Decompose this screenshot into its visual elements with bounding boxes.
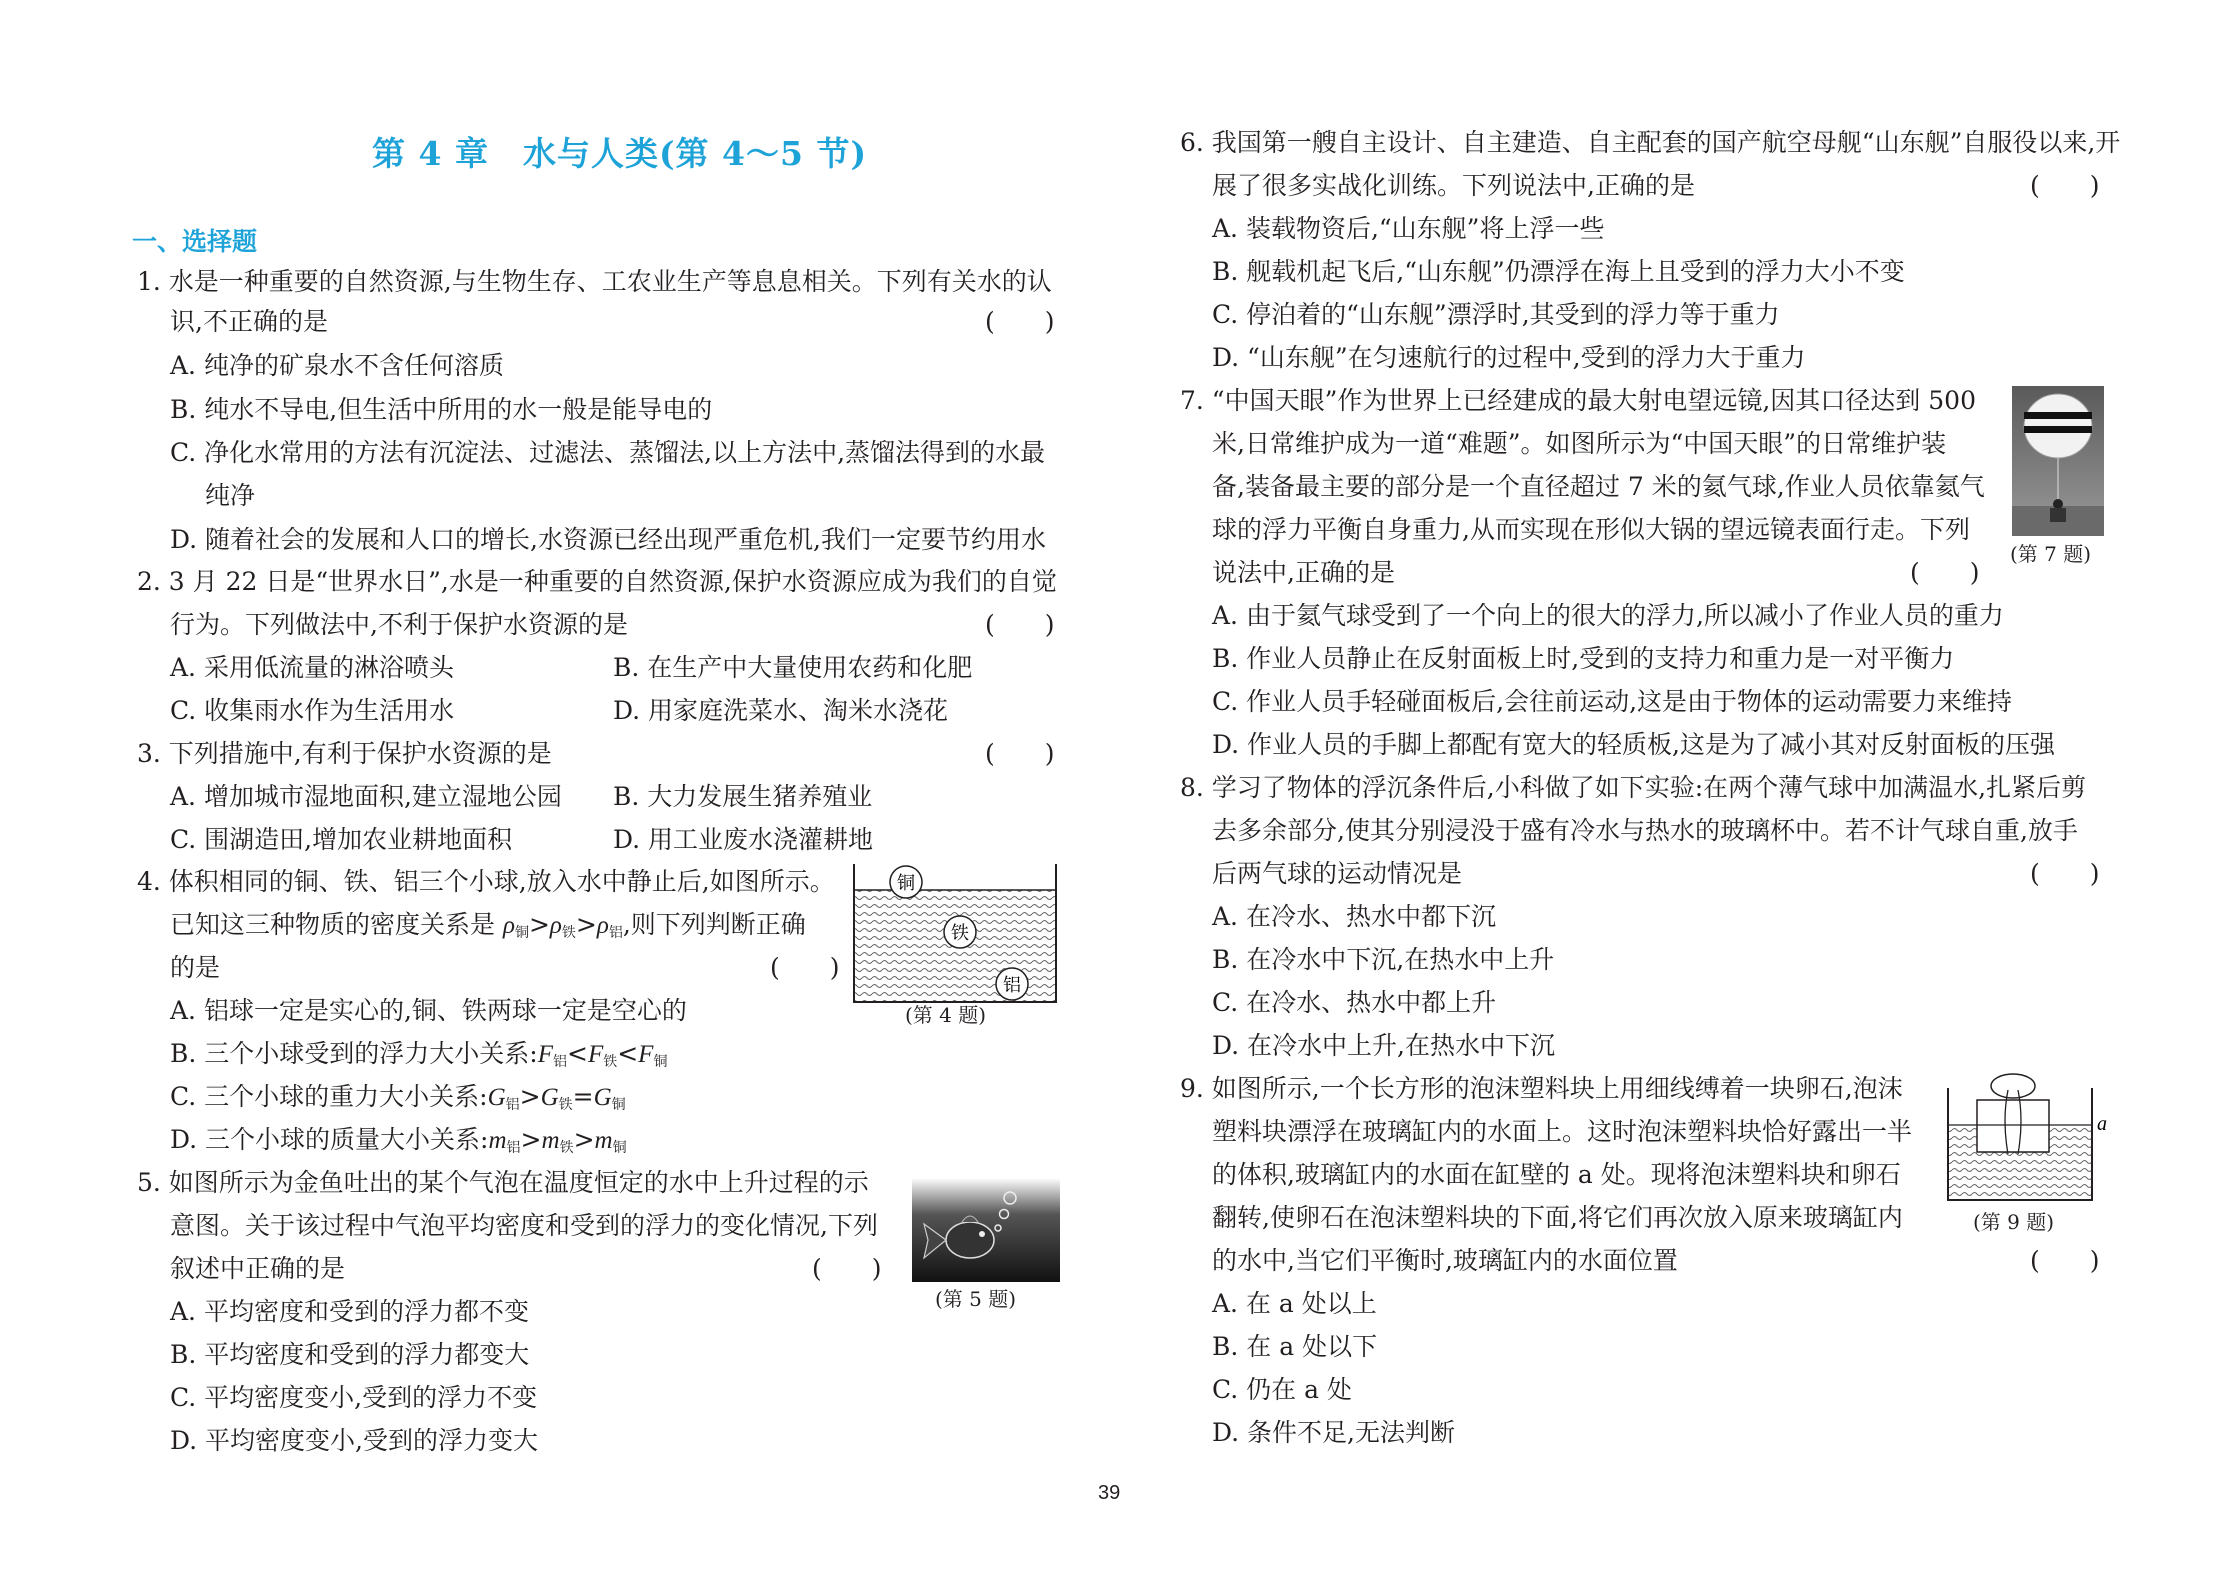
- q4-stem-line3: 的是: [170, 953, 221, 982]
- q4-option-a: A. 铝球一定是实心的,铜、铁两球一定是空心的: [170, 996, 687, 1025]
- q7-option-c: C. 作业人员手轻碰面板后,会往前运动,这是由于物体的运动需要力来维持: [1212, 687, 2013, 716]
- q6-option-d: D. “山东舰”在匀速航行的过程中,受到的浮力大于重力: [1212, 343, 1806, 372]
- pebble-icon: [1991, 1074, 2035, 1098]
- q7-option-a: A. 由于氦气球受到了一个向上的很大的浮力,所以减小了作业人员的重力: [1212, 601, 2004, 630]
- q7-answer-blank[interactable]: ( ): [1910, 558, 1980, 587]
- q1-answer-blank[interactable]: ( ): [985, 307, 1055, 336]
- q8-answer-blank[interactable]: ( ): [2030, 859, 2100, 888]
- q9-option-b: B. 在 a 处以下: [1212, 1332, 1378, 1361]
- q1-option-c-line1: C. 净化水常用的方法有沉淀法、过滤法、蒸馏法,以上方法中,蒸馏法得到的水最: [170, 438, 1046, 467]
- q2-option-d: D. 用家庭洗菜水、淘米水浇花: [613, 696, 949, 725]
- q8-stem-line2: 去多余部分,使其分别浸没于盛有冷水与热水的玻璃杯中。若不计气球自重,放手: [1212, 816, 2078, 845]
- q3-option-c: C. 围湖造田,增加农业耕地面积: [170, 825, 513, 854]
- q5-stem-line1: 5. 如图所示为金鱼吐出的某个气泡在温度恒定的水中上升过程的示: [137, 1168, 869, 1197]
- q3-stem: 3. 下列措施中,有利于保护水资源的是: [137, 739, 552, 768]
- q5-stem-line2: 意图。关于该过程中气泡平均密度和受到的浮力的变化情况,下列: [170, 1211, 878, 1240]
- q7-stem-line5: 说法中,正确的是: [1212, 558, 1395, 587]
- q9-stem-line1: 9. 如图所示,一个长方形的泡沫塑料块上用细线缚着一块卵石,泡沫: [1180, 1074, 1903, 1103]
- q7-figure-balloon: [2012, 386, 2104, 536]
- q4-option-b: B. 三个小球受到的浮力大小关系$:F_铝<F_铁<F_铜$: [170, 1039, 668, 1070]
- q2-option-c: C. 收集雨水作为生活用水: [170, 696, 455, 725]
- q6-option-b: B. 舰载机起飞后,“山东舰”仍漂浮在海上且受到的浮力大小不变: [1212, 257, 1905, 286]
- q5-figure-goldfish: [912, 1178, 1060, 1282]
- q5-figure-caption: (第 5 题): [935, 1287, 1017, 1311]
- q7-stem-line4: 球的浮力平衡自身重力,从而实现在形似大锅的望远镜表面行走。下列: [1212, 515, 1970, 544]
- q6-stem-line2: 展了很多实战化训练。下列说法中,正确的是: [1212, 171, 1695, 200]
- q9-stem-line4: 翻转,使卵石在泡沫塑料块的下面,将它们再次放入原来玻璃缸内: [1212, 1203, 1903, 1232]
- q1-option-d: D. 随着社会的发展和人口的增长,水资源已经出现严重危机,我们一定要节约用水: [170, 525, 1046, 554]
- q9-stem-line3: 的体积,玻璃缸内的水面在缸壁的 a 处。现将泡沫塑料块和卵石: [1212, 1160, 1901, 1189]
- svg-text:铁: 铁: [951, 923, 969, 944]
- foam-block: [1977, 1100, 2049, 1152]
- q6-stem-line1: 6. 我国第一艘自主设计、自主建造、自主配套的国产航空母舰“山东舰”自服役以来,开: [1180, 128, 2121, 157]
- q5-option-d: D. 平均密度变小,受到的浮力变大: [170, 1426, 538, 1455]
- iron-ball: [944, 916, 976, 948]
- q2-answer-blank[interactable]: ( ): [985, 610, 1055, 639]
- q1-option-b: B. 纯水不导电,但生活中所用的水一般是能导电的: [170, 395, 713, 424]
- q7-option-b: B. 作业人员静止在反射面板上时,受到的支持力和重力是一对平衡力: [1212, 644, 1955, 673]
- q7-stem-line3: 备,装备最主要的部分是一个直径超过 7 米的氦气球,作业人员依靠氦气: [1212, 472, 1985, 501]
- q9-option-c: C. 仍在 a 处: [1212, 1375, 1352, 1404]
- q3-option-d: D. 用工业废水浇灌耕地: [613, 825, 874, 854]
- q8-stem-line1: 8. 学习了物体的浮沉条件后,小科做了如下实验:在两个薄气球中加满温水,扎紧后剪: [1180, 773, 2087, 802]
- q8-option-a: A. 在冷水、热水中都下沉: [1212, 902, 1496, 931]
- q4-option-c: C. 三个小球的重力大小关系$:G_铝>G_铁=G_铜$: [170, 1082, 626, 1113]
- q2-stem-line1: 2. 3 月 22 日是“世界水日”,水是一种重要的自然资源,保护水资源应成为我们的自觉: [137, 567, 1057, 596]
- level-a-label: a: [2097, 1113, 2107, 1135]
- q1-stem-line1: 1. 水是一种重要的自然资源,与生物生存、工农业生产等息息相关。下列有关水的认: [137, 267, 1052, 296]
- q9-stem-line2: 塑料块漂浮在玻璃缸内的水面上。这时泡沫塑料块恰好露出一半: [1212, 1117, 1913, 1146]
- q2-option-b: B. 在生产中大量使用农药和化肥: [613, 653, 973, 682]
- q4-answer-blank[interactable]: ( ): [770, 953, 840, 982]
- q9-stem-line5: 的水中,当它们平衡时,玻璃缸内的水面位置: [1212, 1246, 1678, 1275]
- chapter-title: 第 4 章 水与人类(第 4～5 节): [372, 134, 868, 173]
- q5-option-a: A. 平均密度和受到的浮力都不变: [170, 1297, 529, 1326]
- q3-answer-blank[interactable]: ( ): [985, 739, 1055, 768]
- q7-option-d: D. 作业人员的手脚上都配有宽大的轻质板,这是为了减小其对反射面板的压强: [1212, 730, 2055, 759]
- page-number: 39: [1098, 1482, 1121, 1504]
- q9-option-d: D. 条件不足,无法判断: [1212, 1418, 1455, 1447]
- q8-stem-line3: 后两气球的运动情况是: [1212, 859, 1463, 888]
- q1-stem-line2: 识,不正确的是: [170, 307, 328, 336]
- q9-answer-blank[interactable]: ( ): [2030, 1246, 2100, 1275]
- q5-stem-line3: 叙述中正确的是: [170, 1254, 346, 1283]
- q3-option-a: A. 增加城市湿地面积,建立湿地公园: [170, 782, 562, 811]
- q8-option-d: D. 在冷水中上升,在热水中下沉: [1212, 1031, 1555, 1060]
- q8-option-c: C. 在冷水、热水中都上升: [1212, 988, 1497, 1017]
- section-heading: 一、选择题: [132, 227, 258, 256]
- q4-stem-line2: 已知这三种物质的密度关系是 $\rho_铜>\rho_铁>\rho_铝$,则下列判断正确: [170, 910, 806, 941]
- q4-stem-line1: 4. 体积相同的铜、铁、铝三个小球,放入水中静止后,如图所示。: [137, 867, 835, 896]
- q2-option-a: A. 采用低流量的淋浴喷头: [170, 653, 454, 682]
- q4-option-d: D. 三个小球的质量大小关系$:m_铝>m_铁>m_铜$: [170, 1125, 627, 1156]
- aluminum-ball: [996, 968, 1028, 1000]
- q9-figure-caption: (第 9 题): [1973, 1210, 2055, 1234]
- svg-text:铝: 铝: [1003, 975, 1021, 996]
- q5-answer-blank[interactable]: ( ): [812, 1254, 882, 1283]
- q4-figure-caption: (第 4 题): [905, 1003, 987, 1027]
- q7-stem-line1: 7. “中国天眼”作为世界上已经建成的最大射电望远镜,因其口径达到 500: [1180, 386, 1976, 415]
- q9-figure-tank: [1942, 1070, 2112, 1205]
- q5-option-b: B. 平均密度和受到的浮力都变大: [170, 1340, 530, 1369]
- q6-answer-blank[interactable]: ( ): [2030, 171, 2100, 200]
- q1-option-a: A. 纯净的矿泉水不含任何溶质: [170, 351, 504, 380]
- q1-option-c-line2: 纯净: [205, 481, 256, 510]
- q9-option-a: A. 在 a 处以上: [1212, 1289, 1377, 1318]
- q4-figure-beaker: [852, 862, 1060, 1007]
- q7-figure-caption: (第 7 题): [2010, 542, 2092, 566]
- q5-option-c: C. 平均密度变小,受到的浮力不变: [170, 1383, 538, 1412]
- q2-stem-line2: 行为。下列做法中,不利于保护水资源的是: [170, 610, 628, 639]
- q6-option-a: A. 装载物资后,“山东舰”将上浮一些: [1212, 214, 1605, 243]
- q8-option-b: B. 在冷水中下沉,在热水中上升: [1212, 945, 1555, 974]
- svg-text:铜: 铜: [897, 873, 915, 894]
- q3-option-b: B. 大力发展生猪养殖业: [613, 782, 873, 811]
- q6-option-c: C. 停泊着的“山东舰”漂浮时,其受到的浮力等于重力: [1212, 300, 1780, 329]
- q7-stem-line2: 米,日常维护成为一道“难题”。如图所示为“中国天眼”的日常维护装: [1212, 429, 1947, 458]
- copper-ball: [890, 866, 922, 898]
